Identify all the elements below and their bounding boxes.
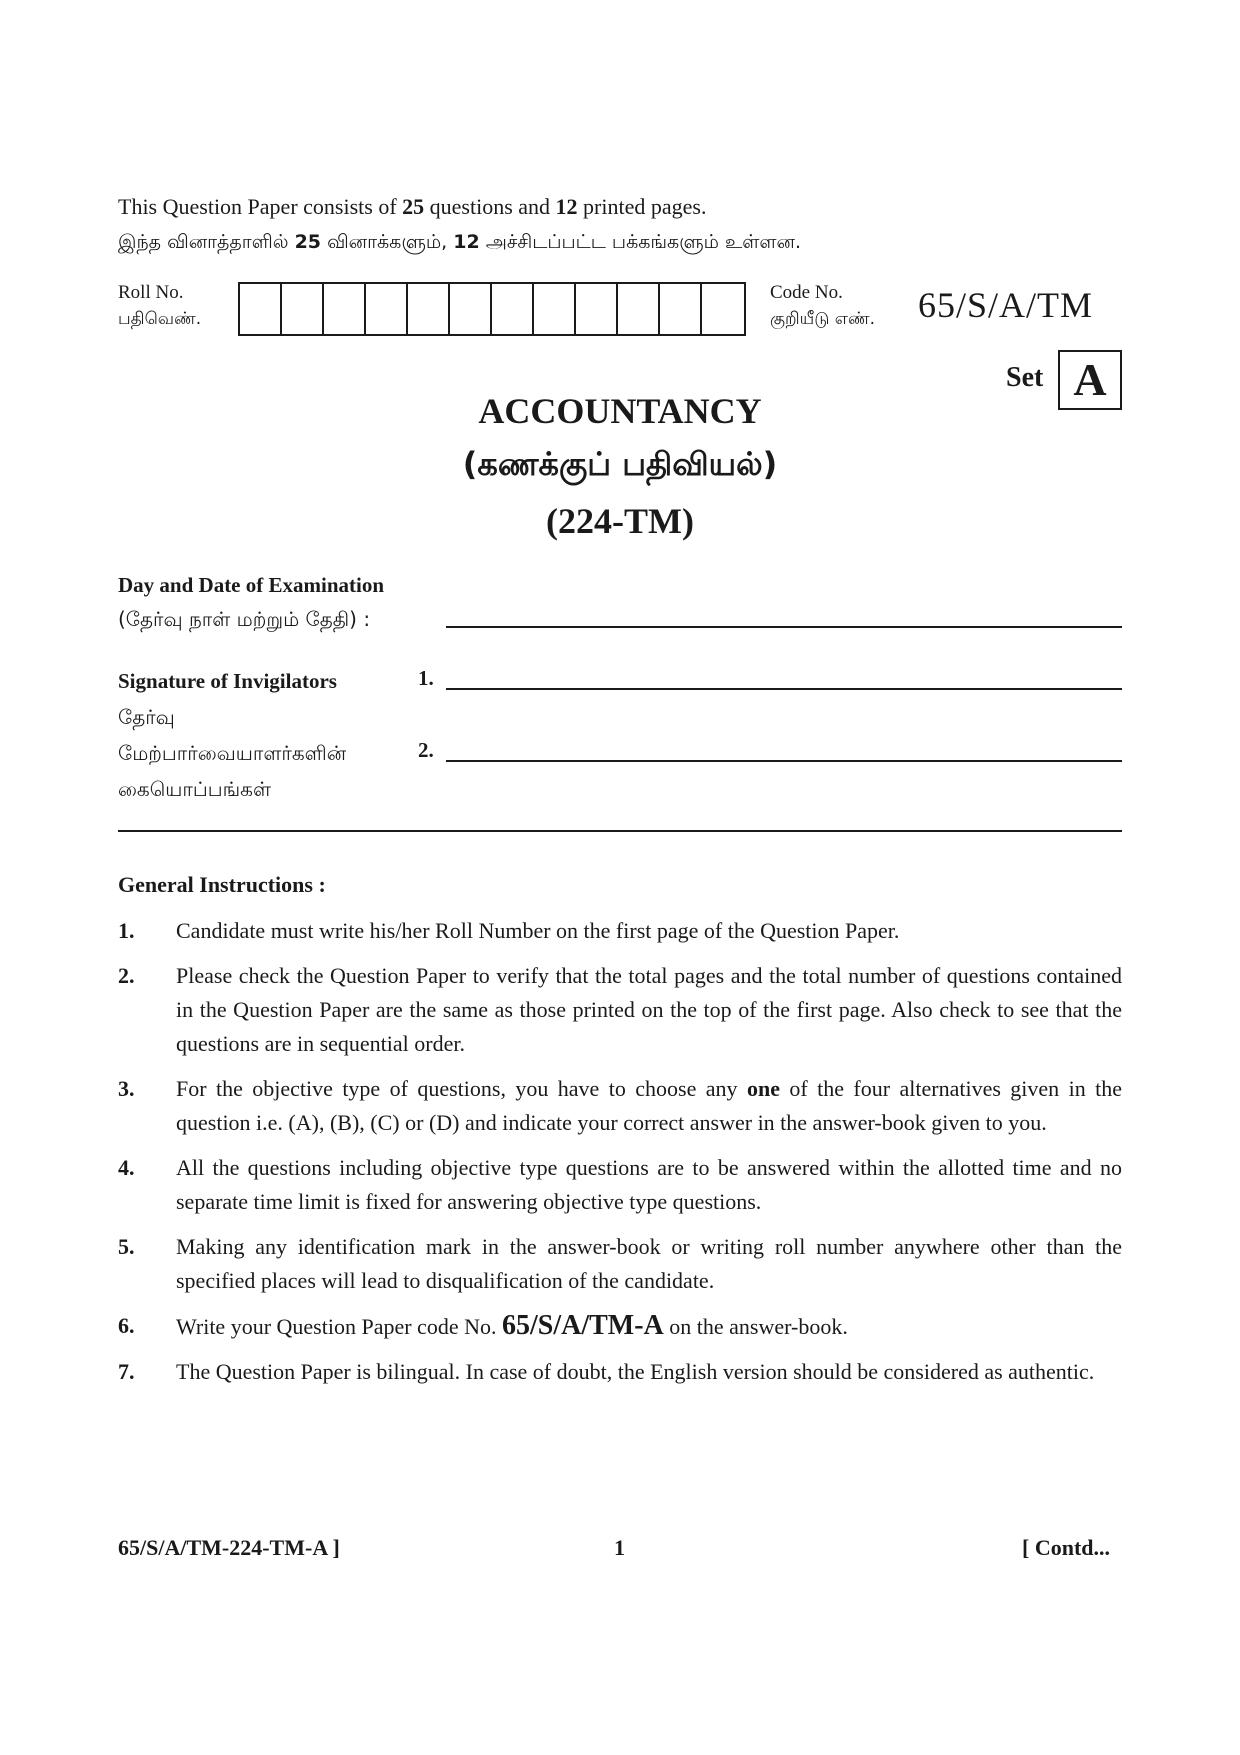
- invigilators-label: Signature of Invigilators: [118, 669, 337, 693]
- subject-code: (224-TM): [546, 501, 694, 541]
- questions-count: 25: [402, 194, 425, 219]
- invigilators-label-ta-3: கையொப்பங்கள்: [118, 777, 272, 801]
- invigilator-1-line[interactable]: [446, 688, 1122, 690]
- roll-digit-box[interactable]: [450, 284, 492, 334]
- instruction-item: 4. All the questions including objective type questions are to be answered within the allotted time and no separate time limit is fixed for answering objective type questions.: [118, 1155, 1122, 1214]
- roll-digit-box[interactable]: [240, 284, 282, 334]
- subject-title: ACCOUNTANCY: [478, 391, 762, 431]
- roll-digit-box[interactable]: [282, 284, 324, 334]
- roll-digit-box[interactable]: [324, 284, 366, 334]
- set-value-box: A: [1058, 350, 1122, 410]
- instruction-item: 5. Making any identification mark in the answer-book or writing roll number anywhere other than the specified places will lead to disqualification of the candidate.: [118, 1234, 1122, 1293]
- section-divider: [118, 830, 1122, 832]
- instruction-item: 2. Please check the Question Paper to verify that the total pages and the total number of questions contained in the Question Paper are the same as those printed on the top of the first page. Also check to see that the questions are in sequential order.: [118, 963, 1122, 1056]
- roll-digit-box[interactable]: [618, 284, 660, 334]
- pages-count: 12: [555, 194, 578, 219]
- invigilators-label-ta-2: மேற்பார்வையாளர்களின்: [118, 741, 347, 765]
- invigilator-2-number: 2.: [418, 738, 434, 762]
- invigilator-1-number: 1.: [418, 666, 434, 690]
- roll-digit-box[interactable]: [366, 284, 408, 334]
- page-number: 1: [614, 1535, 625, 1560]
- instructions-list: [118, 914, 1122, 1400]
- roll-no-label: Roll No. பதிவெண்.: [118, 282, 202, 329]
- paper-summary-ta: இந்த வினாத்தாளில் 25 வினாக்களும், 12 அச்சிடப்பட்ட பக்கங்களும் உள்ளன.: [118, 231, 802, 253]
- footer-paper-code: 65/S/A/TM-224-TM-A ]: [118, 1535, 340, 1560]
- roll-digit-box[interactable]: [534, 284, 576, 334]
- code-no-label: Code No. குறியீடு எண்.: [770, 282, 876, 329]
- set-label: Set: [1006, 362, 1044, 393]
- instruction-item: 3. For the objective type of questions, you have to choose any one of the four alternatives given in the question i.e. (A), (B), (C) or (D) and indicate your correct answer in the answer-book given to you.: [118, 1076, 1123, 1135]
- instructions-heading: General Instructions :: [118, 872, 326, 897]
- roll-number-boxes[interactable]: [238, 282, 746, 336]
- exam-date-label-ta: (தேர்வு நாள் மற்றும் தேதி) :: [118, 607, 371, 631]
- roll-digit-box[interactable]: [660, 284, 702, 334]
- instruction-item: 7. The Question Paper is bilingual. In case of doubt, the English version should be considered as authentic.: [118, 1359, 1095, 1384]
- roll-digit-box[interactable]: [576, 284, 618, 334]
- instruction-item: 6. Write your Question Paper code No. 65/S/A/TM-A on the answer-book.: [118, 1310, 848, 1341]
- instruction-item: 1. Candidate must write his/her Roll Number on the first page of the Question Paper.: [118, 918, 900, 943]
- exam-date-line[interactable]: [446, 626, 1122, 628]
- answer-book-code: 65/S/A/TM-A: [501, 1310, 664, 1341]
- roll-digit-box[interactable]: [408, 284, 450, 334]
- contd-marker: [ Contd...: [1022, 1535, 1111, 1560]
- roll-digit-box[interactable]: [492, 284, 534, 334]
- paper-summary-en: This Question Paper consists of 25 questions and 12 printed pages.: [118, 194, 707, 219]
- code-number: 65/S/A/TM: [918, 285, 1094, 325]
- subject-title-tamil: (கணக்குப் பதிவியல்): [462, 445, 778, 483]
- invigilators-label-ta-1: தேர்வு: [118, 705, 175, 729]
- exam-date-label: Day and Date of Examination: [118, 573, 385, 597]
- roll-digit-box[interactable]: [702, 284, 744, 334]
- invigilator-2-line[interactable]: [446, 760, 1122, 762]
